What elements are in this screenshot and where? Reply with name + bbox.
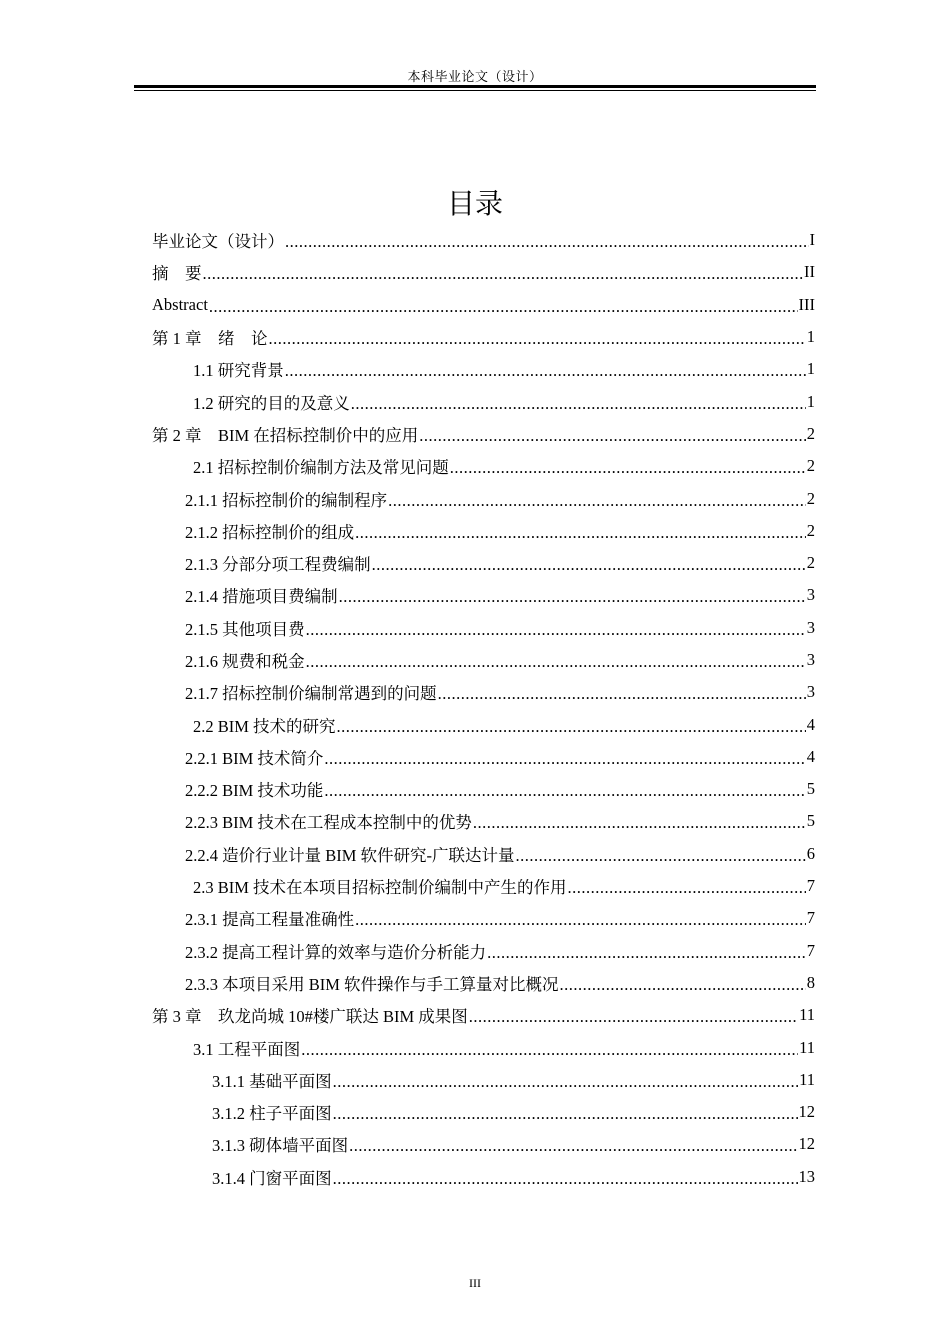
toc-entry-page: 4 (806, 714, 815, 734)
toc-entry-label: 2.2.1 BIM 技术简介 (185, 748, 324, 768)
toc-entry-label: 2.1.2 招标控制价的组成 (185, 522, 355, 542)
toc-dot-leader (285, 361, 806, 381)
toc-entry-page: 7 (806, 908, 815, 928)
toc-entry-label: 2.1.5 其他项目费 (185, 619, 305, 639)
toc-entry-page: 11 (799, 1037, 815, 1057)
toc-entry-label: 2.1 招标控制价编制方法及常见问题 (193, 458, 449, 478)
toc-entry-page: 2 (806, 423, 815, 443)
toc-dot-leader (450, 458, 806, 478)
toc-dot-leader (339, 587, 806, 607)
toc-dot-leader (355, 523, 806, 543)
toc-entry[interactable] (152, 482, 815, 514)
toc-dot-leader (269, 329, 806, 349)
toc-entry-page: 2 (806, 456, 815, 476)
toc-dot-leader (355, 910, 806, 930)
toc-entry-label: 毕业论文（设计） (152, 232, 284, 252)
toc-entry[interactable] (152, 741, 815, 773)
toc-entry-label: 2.3.2 提高工程计算的效率与造价分析能力 (185, 942, 487, 962)
toc-entry-label: 2.1.7 招标控制价编制常遇到的问题 (185, 684, 437, 704)
toc-dot-leader (560, 975, 806, 995)
toc-entry-page: II (804, 262, 815, 282)
toc-entry-page: 12 (798, 1134, 815, 1154)
toc-entry[interactable] (152, 385, 815, 417)
toc-entry-label: 1.1 研究背景 (193, 361, 284, 381)
toc-entry[interactable] (152, 321, 815, 353)
toc-entry-page: 11 (799, 1069, 815, 1089)
toc-entry[interactable] (152, 353, 815, 385)
toc-dot-leader (333, 1072, 798, 1092)
toc-entry[interactable] (152, 967, 815, 999)
toc-entry-label: 2.1.1 招标控制价的编制程序 (185, 490, 388, 510)
toc-dot-leader (419, 426, 805, 446)
toc-title: 目录 (446, 187, 503, 220)
toc-dot-leader (209, 297, 798, 317)
toc-entry[interactable] (152, 1161, 815, 1193)
toc-entry[interactable] (152, 805, 815, 837)
toc-entry-page: 1 (806, 327, 815, 347)
toc-dot-leader (351, 394, 806, 414)
toc-entry-page: 11 (799, 1005, 815, 1025)
toc-dot-leader (473, 813, 806, 833)
toc-entry-label: 2.1.4 措施项目费编制 (185, 587, 338, 607)
toc-entry-label: 第 3 章 玖龙尚城 10#楼广联达 BIM 成果图 (152, 1007, 468, 1027)
toc-dot-leader (372, 555, 806, 575)
toc-entry-label: 3.1.2 柱子平面图 (212, 1104, 332, 1124)
toc-entry-label: 2.2 BIM 技术的研究 (193, 716, 336, 736)
toc-entry[interactable] (152, 612, 815, 644)
toc-entry[interactable] (152, 708, 815, 740)
toc-entry-page: 2 (806, 488, 815, 508)
toc-entry-page: 3 (806, 585, 815, 605)
toc-entry[interactable] (152, 870, 815, 902)
toc-entry-page: 7 (806, 876, 815, 896)
toc-dot-leader (516, 846, 806, 866)
toc-dot-leader (203, 264, 804, 284)
toc-entry-page: 8 (806, 972, 815, 992)
toc-entry[interactable] (152, 289, 815, 321)
toc-entry-page: 3 (806, 617, 815, 637)
toc-entry-page: 1 (806, 391, 815, 411)
toc-entry[interactable] (152, 999, 815, 1031)
toc-entry[interactable] (152, 676, 815, 708)
toc-entry-page: 2 (806, 520, 815, 540)
toc-entry[interactable] (152, 1064, 815, 1096)
toc-dot-leader (388, 491, 806, 511)
toc-dot-leader (333, 1104, 798, 1124)
toc-entry-label: 2.2.3 BIM 技术在工程成本控制中的优势 (185, 813, 472, 833)
toc-entry[interactable] (152, 1128, 815, 1160)
toc-dot-leader (306, 620, 806, 640)
toc-entry-label: 2.3 BIM 技术在本项目招标控制价编制中产生的作用 (193, 878, 567, 898)
toc-dot-leader (324, 749, 805, 769)
toc-entry-label: 3.1.3 砌体墙平面图 (212, 1136, 349, 1156)
toc-dot-leader (337, 717, 806, 737)
toc-dot-leader (324, 781, 805, 801)
toc-entry-page: 1 (806, 359, 815, 379)
toc-dot-leader (438, 684, 806, 704)
header-rule-thin (134, 90, 816, 91)
toc-entry-label: 1.2 研究的目的及意义 (193, 393, 350, 413)
toc-entry[interactable] (152, 450, 815, 482)
toc-entry[interactable] (152, 547, 815, 579)
toc-dot-leader (333, 1169, 798, 1189)
toc-entry-label: Abstract (152, 294, 208, 314)
toc-dot-leader (487, 943, 806, 963)
toc-entry[interactable] (152, 838, 815, 870)
running-header: 本科毕业论文（设计） (407, 70, 543, 85)
toc-entry-page: III (798, 294, 815, 314)
toc-entry-label: 2.2.2 BIM 技术功能 (185, 781, 324, 801)
toc-entry[interactable] (152, 256, 815, 288)
toc-dot-leader (469, 1007, 798, 1027)
toc-entry-page: 3 (806, 650, 815, 669)
toc-entry-page: 5 (806, 811, 815, 831)
toc-entry[interactable] (152, 935, 815, 967)
toc-entry-label: 2.1.3 分部分项工程费编制 (185, 555, 371, 575)
toc-entry-page: 3 (806, 682, 815, 702)
toc-entry-label: 2.2.4 造价行业计量 BIM 软件研究-广联达计量 (185, 845, 515, 865)
toc-entry-label: 3.1.4 门窗平面图 (212, 1168, 332, 1188)
toc-entry[interactable] (152, 515, 815, 547)
toc-entry-page: 5 (806, 779, 815, 799)
toc-entry[interactable] (152, 224, 815, 256)
toc-entry[interactable] (152, 418, 815, 450)
toc-entry-label: 第 2 章 BIM 在招标控制价中的应用 (152, 425, 419, 445)
toc-dot-leader (349, 1136, 797, 1156)
toc-entry-page: 4 (806, 746, 815, 766)
toc-entry-page: 2 (806, 553, 815, 573)
toc-entry-page: I (809, 230, 815, 250)
toc-entry[interactable] (152, 1096, 815, 1128)
toc-entry-label: 2.3.1 提高工程量准确性 (185, 910, 355, 930)
toc-entry[interactable] (152, 902, 815, 934)
toc-entry-label: 2.1.6 规费和税金 (185, 652, 305, 671)
toc-entry[interactable] (152, 644, 815, 676)
header-rule (134, 85, 816, 88)
table-of-contents (152, 224, 815, 1193)
toc-entry[interactable] (152, 773, 815, 805)
toc-entry-label: 摘 要 (152, 264, 202, 284)
toc-entry-label: 3.1.1 基础平面图 (212, 1071, 332, 1091)
toc-entry-label: 2.3.3 本项目采用 BIM 软件操作与手工算量对比概况 (185, 974, 559, 994)
toc-dot-leader (568, 878, 806, 898)
toc-entry-label: 3.1 工程平面图 (193, 1039, 301, 1059)
toc-entry-page: 6 (806, 843, 815, 863)
toc-dot-leader (285, 232, 809, 252)
toc-entry-page: 13 (798, 1166, 815, 1186)
page-number: III (469, 1276, 481, 1290)
toc-entry-page: 7 (806, 940, 815, 960)
toc-entry[interactable] (152, 1031, 815, 1063)
toc-entry-page: 12 (798, 1102, 815, 1122)
toc-dot-leader (306, 652, 806, 672)
toc-entry[interactable] (152, 579, 815, 611)
toc-dot-leader (301, 1040, 798, 1060)
toc-entry-label: 第 1 章 绪 论 (152, 329, 268, 349)
